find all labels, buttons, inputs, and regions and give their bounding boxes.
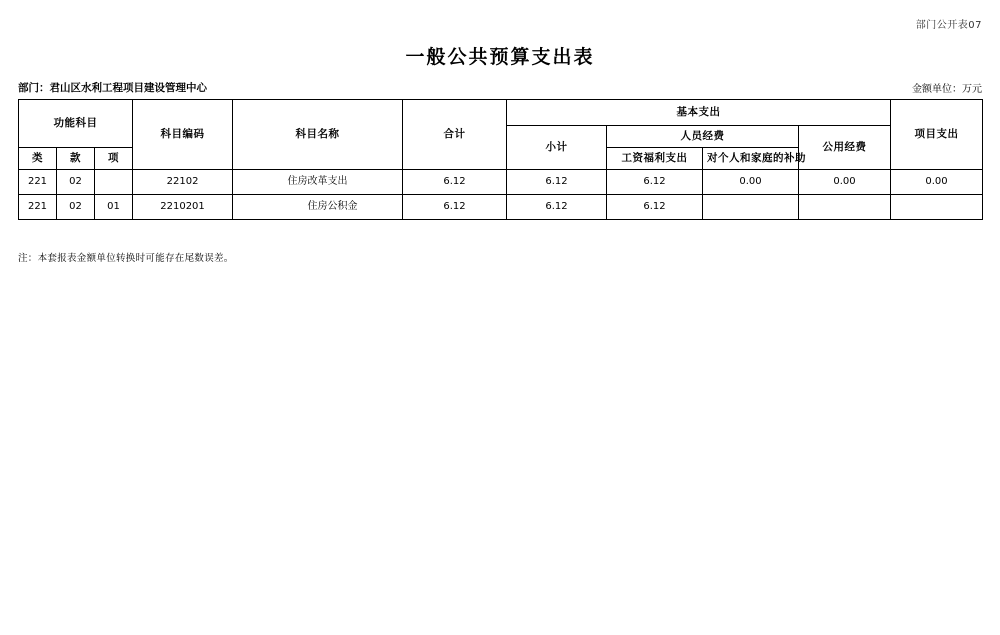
cell-subject-code: 2210201	[133, 195, 233, 220]
cell-total: 6.12	[403, 195, 507, 220]
cell-salary-welfare: 6.12	[607, 195, 703, 220]
cell-salary-welfare: 6.12	[607, 170, 703, 195]
header-personnel-funds: 人员经费	[607, 126, 799, 148]
cell-subject-code: 22102	[133, 170, 233, 195]
meta-row	[18, 80, 982, 94]
cell-class: 221	[19, 170, 57, 195]
cell-project: 0.00	[891, 170, 983, 195]
cell-subsidy	[703, 195, 799, 220]
table-row	[19, 170, 983, 195]
header-public-funds: 公用经费	[799, 126, 891, 170]
header-item: 项	[95, 148, 133, 170]
header-subject-code: 科目编码	[133, 100, 233, 170]
department-label: 部门：君山区水利工程项目建设管理中心	[18, 82, 207, 94]
table-row	[19, 195, 983, 220]
header-subsidy-to-individuals: 对个人和家庭的补助	[703, 148, 799, 170]
cell-basic-subtotal: 6.12	[507, 170, 607, 195]
header-section: 款	[57, 148, 95, 170]
table-note: 注：本套报表金额单位转换时可能存在尾数误差。	[18, 253, 234, 264]
header-salary-welfare: 工资福利支出	[607, 148, 703, 170]
header-total: 合计	[403, 100, 507, 170]
cell-project	[891, 195, 983, 220]
cell-class: 221	[19, 195, 57, 220]
cell-subject-name: 住房公积金	[233, 195, 403, 220]
budget-expenditure-table	[18, 99, 983, 220]
header-project-expenditure: 项目支出	[891, 100, 983, 170]
header-function-subject: 功能科目	[19, 100, 133, 148]
page-title: 一般公共预算支出表	[405, 46, 595, 68]
header-basic-expenditure: 基本支出	[507, 100, 891, 126]
cell-subsidy: 0.00	[703, 170, 799, 195]
cell-basic-subtotal: 6.12	[507, 195, 607, 220]
cell-item: 01	[95, 195, 133, 220]
amount-unit-label: 金额单位：万元	[912, 84, 982, 95]
cell-section: 02	[57, 195, 95, 220]
cell-public-funds: 0.00	[799, 170, 891, 195]
header-class: 类	[19, 148, 57, 170]
cell-section: 02	[57, 170, 95, 195]
cell-total: 6.12	[403, 170, 507, 195]
cell-item	[95, 170, 133, 195]
cell-subject-name: 住房改革支出	[233, 170, 403, 195]
header-basic-subtotal: 小计	[507, 126, 607, 170]
cell-public-funds	[799, 195, 891, 220]
header-subject-name: 科目名称	[233, 100, 403, 170]
form-code-label: 部门公开表07	[915, 20, 982, 31]
